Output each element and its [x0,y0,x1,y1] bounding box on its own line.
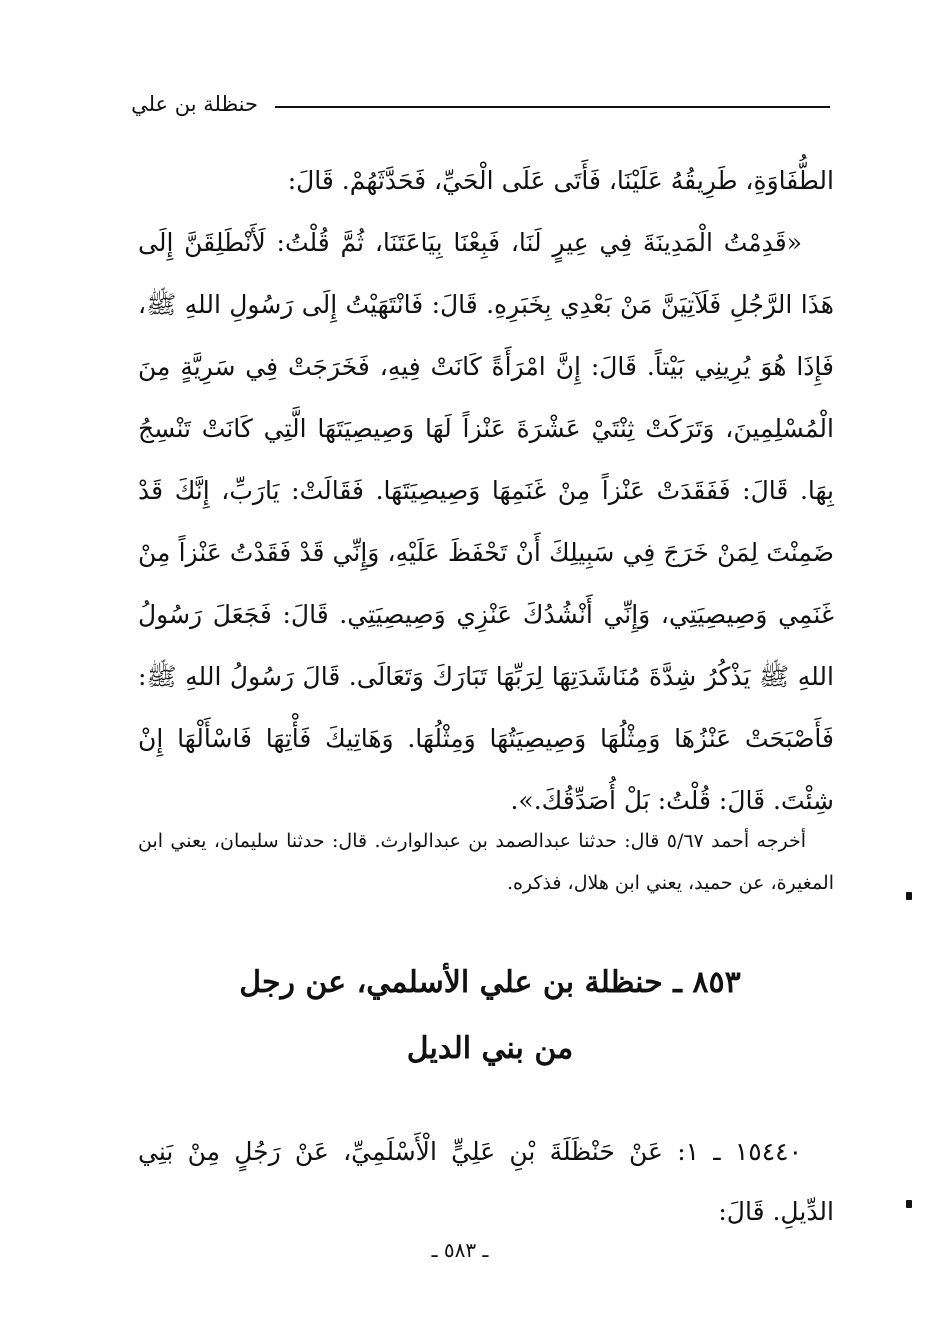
header-rule [275,106,830,108]
header-title: حنظلة بن علي [131,92,258,116]
hadith-intro-text: ١٥٤٤٠ ـ ١: عَنْ حَنْظَلَةَ بْنِ عَلِيٍّ الْأَسْلَمِيِّ، عَنْ رَجُلٍ مِنْ بَنِي الدِّيلِ. قَالَ: [138,1137,834,1226]
hadith-intro [138,1122,834,1242]
section-heading-line-1: ٨٥٣ ـ حنظلة بن علي الأسلمي، عن رجل [239,965,741,1000]
main-paragraph-1: الطُّفَاوَةِ، طَرِيقُهُ عَلَيْنَا، فَأَتَى عَلَى الْحَيِّ، فَحَدَّثَهُمْ. قَالَ: [287,166,834,195]
section-heading [170,950,810,1082]
main-text [138,150,834,832]
page-number: ـ ٥٨٣ ـ [431,1238,489,1262]
margin-mark [906,1200,912,1208]
main-paragraph-2: «قَدِمْتُ الْمَدِينَةَ فِي عِيرٍ لَنَا، فَبِعْنَا بِيَاعَتَنَا، ثُمَّ قُلْتُ: لَأَنْطَلِقَنَّ إِلَى هَذَا الرَّجُلِ فَلَآتِيَنَّ مَنْ بَعْدِي بِخَبَرِهِ. قَالَ: فَانْتَهَيْتُ إِلَى رَسُولِ اللهِ ﷺ، فَإِذَا هُوَ يُرِينِي بَيْتاً. قَالَ: إِنَّ امْرَأَةً كَانَتْ فِيهِ، فَخَرَجَتْ فِي سَرِيَّةٍ مِنَ الْمُسْلِمِينَ، وَتَرَكَتْ ثِنْتَيْ عَشْرَةَ عَنْزاً لَهَا وَصِيصِيَتَهَا الَّتِي كَانَتْ تَنْسِجُ بِهَا. قَالَ: فَفَقَدَتْ عَنْزاً مِنْ غَنَمِهَا وَصِيصِيَتَهَا. فَقَالَتْ: يَارَبِّ، إِنَّكَ قَدْ ضَمِنْتَ لِمَنْ خَرَجَ فِي سَبِيلِكَ أَنْ تَحْفَظَ عَلَيْهِ، وَإِنِّي قَدْ فَقَدْتُ عَنْزاً مِنْ غَنَمِي وَصِيصِيَتِي، وَإِنِّي أَنْشُدُكَ عَنْزِي وَصِيصِيَتِي. قَالَ: فَجَعَلَ رَسُولُ اللهِ ﷺ يَذْكُرُ شِدَّةَ مُنَاشَدَتِهَا لِرَبِّهَا تَبَارَكَ وَتَعَالَى. قَالَ رَسُولُ اللهِ ﷺ: فَأَصْبَحَتْ عَنْزُهَا وَمِثْلُهَا وَصِيصِيَتُهَا وَمِثْلُهَا. وَهَاتِيكَ فَأْتِهَا فَاسْأَلْهَا إِنْ شِئْتَ. قَالَ: قُلْتُ: بَلْ أُصَدِّقُكَ.». [138,228,834,815]
takhrij-note [138,820,834,904]
running-header [131,92,830,128]
margin-mark [906,892,912,900]
section-heading-line-2: من بني الديل [406,1031,574,1066]
takhrij-text: أخرجه أحمد ٥/٦٧ قال: حدثنا عبدالصمد بن عبدالوارث. قال: حدثنا سليمان، يعني ابن المغيرة، عن حميد، يعني ابن هلال، فذكره. [138,830,834,894]
